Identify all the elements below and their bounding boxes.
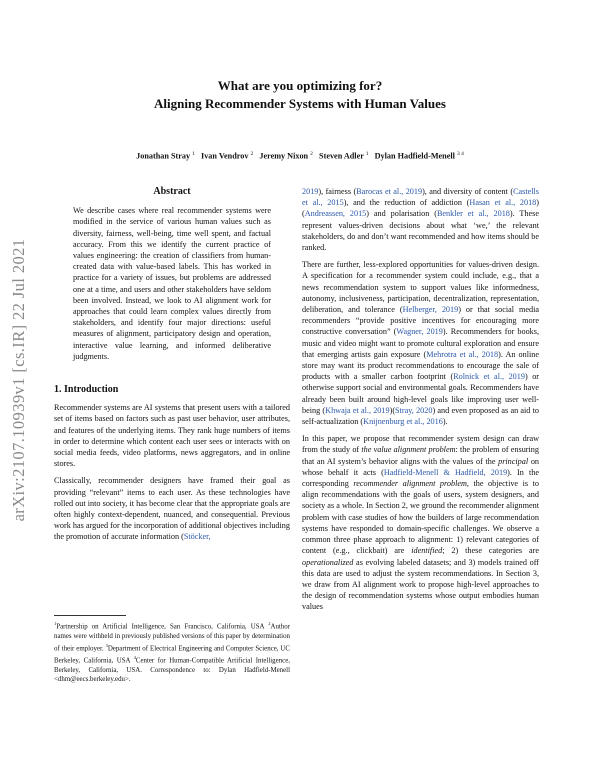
title-line-2: Aligning Recommender Systems with Human Values	[154, 96, 446, 111]
author-affiliation: 3 4	[456, 151, 464, 157]
citation-link[interactable]: Benkler et al., 2018	[436, 209, 510, 219]
footnote-marker: 4	[133, 655, 136, 661]
emphasis-text: the value alignment problem	[361, 445, 456, 455]
citation-link[interactable]: Andreassen, 2015	[304, 209, 367, 219]
paragraph-text: ). In the corresponding	[302, 467, 539, 489]
footnote-text: Center for Human-Compatible Artificial Intelligence, Berkeley, California, USA. Correspondence to: Dylan Hadfield-Menell <dhm@eecs.berkeley.edu>.	[54, 657, 290, 683]
right-paragraph-2	[302, 259, 539, 427]
citation-link[interactable]: Stray, 2020	[395, 405, 433, 415]
right-paragraph-3	[302, 433, 539, 612]
citation-link[interactable]: Khwaja et al., 2019	[325, 405, 390, 415]
paragraph-text: : the problem of ensuring that an AI system’s behavior aligns with the values of the	[302, 445, 539, 466]
right-column	[302, 186, 539, 619]
paragraph-text: ) or that social media recommenders “provide positive incentives for encouraging more constructive conversation” (	[302, 305, 539, 337]
paragraph-text: There are further, less-explored opportunities for values-driven design. A specification for a recommender system could include, e.g., that a news recommendation system to support values like informedness, autonomy, inclusiveness, participation, decentralization, representation, deliberation, and tolerance (	[302, 260, 539, 315]
citation-link[interactable]: Hasan et al., 2018	[469, 198, 537, 208]
citation-link[interactable]: Hadfield-Menell & Hadfield, 2019	[383, 467, 508, 477]
paragraph-text: )(	[389, 405, 396, 415]
author-affiliation: 1	[192, 151, 195, 157]
citation-link[interactable]: Stöcker,	[183, 532, 211, 542]
citation-link[interactable]: Rolnick et al., 2019	[453, 372, 525, 382]
citation-link[interactable]: Knijnenburg et al., 2016	[363, 417, 443, 427]
intro-paragraph-2	[54, 475, 290, 542]
left-column	[54, 186, 290, 549]
emphasis-text: principal	[498, 456, 529, 466]
paragraph-text: ), and the reduction of addiction (	[343, 198, 470, 208]
right-paragraph-1	[302, 186, 539, 253]
footnote-marker: 2	[268, 621, 271, 626]
footnote-marker: 1	[54, 621, 57, 626]
paragraph-text: on whose behalf it acts (	[302, 456, 539, 477]
paragraph-text: ). An online store may want its product recommendations to encourage the sale of products with a smaller carbon footprint (	[302, 349, 539, 382]
paper-title	[0, 77, 600, 113]
author-affiliation: 2	[250, 151, 254, 157]
paragraph-text: ). These represent values-driven decisions about what ‘we,’ the relevant stakeholders, do and don’t want recommended and how items should be ranked.	[302, 209, 539, 253]
intro-heading: 1. Introduction	[54, 384, 119, 396]
paragraph-text: ) and even proposed as an aid to self-actualization (	[302, 405, 539, 427]
intro-paragraph-1: Recommender systems are AI systems that present users with a tailored set of items based on factors such as past user behavior, user attributes, and features of the underlying items. They rank huge numbers of items in order to determine which content each user sees or interacts with on social media feeds, video platforms, news aggregators, and in online stores.	[54, 403, 290, 469]
citation-link[interactable]: Wagner, 2019	[396, 327, 443, 337]
paragraph-text: ; 2) these categories are	[442, 546, 539, 556]
paragraph-text: ).	[442, 417, 448, 427]
author: Jonathan Stray	[136, 151, 191, 161]
paragraph-text: ), fairness (	[318, 187, 357, 196]
arxiv-stamp: arXiv:2107.10939v1 [cs.IR] 22 Jul 2021	[9, 238, 28, 522]
citation-link[interactable]: Mehrotra et al., 2018	[426, 349, 499, 359]
paragraph-text: , the objective is to align recommendations with the goals of users, system designers, and society as a whole. In Section 2, we ground the recommender alignment problem with case studies of how the builders of large recommendation systems have responded to domain-specific challenges. We observe a common three phase approach to alignment: 1) relevant categories of content (e.g., clickbait) are	[302, 479, 539, 556]
paragraph-text: ) or otherwise support social and environmental goals. Recommenders have already been built around high-level goals like improving user well-being (	[302, 372, 540, 415]
title-line-1: What are you optimizing for?	[217, 78, 383, 93]
paragraph-text: ), and diversity of content (	[422, 187, 514, 196]
author: Dylan Hadfield-Menell	[374, 151, 455, 161]
citation-link[interactable]: Barocas et al., 2019	[356, 187, 423, 196]
footnote-text: Department of Electrical Engineering and Computer Science, UC Berkeley, California, USA	[54, 645, 291, 665]
footnote-marker: 3	[105, 642, 108, 648]
emphasis-text: operationalized	[302, 557, 354, 567]
citation-link[interactable]: Castells et al., 2015	[302, 187, 539, 208]
author-affiliation: 1	[365, 151, 369, 157]
abstract-heading: Abstract	[153, 186, 191, 197]
paragraph-text: ). Recommenders for books, music and video might want to promote cultural exploration and ensure that emerging artists gain exposure (	[302, 327, 539, 359]
paragraph-text: Classically, recommender designers have framed their goal as providing “relevant” items to each user. As these technologies have rolled out into society, it has become clear that the appropriate goals are often highly context-dependent, nuanced, and consequential. Previous work has argued for the incorporation of additional objectives including the promotion of accurate information (	[54, 476, 290, 542]
abstract-text: We describe cases where real recommender systems were modified in the service of various human values such as diversity, fairness, well-being, time well spent, and factual accuracy. From this we identify the current practice of values engineering: the creation of classifiers from human-created data with value-based labels. This has worked in practice for a variety of issues, but problems are addressed one at a time, and users and other stakeholders have seldom been involved. Instead, we look to AI alignment work for approaches that could learn complex values directly from stakeholders, and identify four major directions: useful measures of alignment, participatory design and operation, interactive value learning, and informed deliberative judgments.	[73, 206, 271, 361]
footnote-text: Author names were withheld in previously published versions of this paper by determination of their employer.	[54, 623, 290, 652]
paragraph-text: In this paper, we propose that recommender system design can draw from the study of	[302, 434, 539, 455]
paragraph-text: as evolving labeled datasets; and 3) models trained off this data are used to adjust the system recommendations. In Section 3, we draw from AI alignment work to propose high-level approaches to the design of recommendation systems whose output embodies human values	[302, 557, 539, 612]
footnote-rule	[54, 615, 126, 616]
citation-link[interactable]: Helberger, 2019	[402, 305, 459, 315]
paragraph-text: ) and polarisation (	[366, 209, 437, 219]
emphasis-text: identified	[411, 546, 443, 556]
author: Ivan Vendrov	[201, 151, 249, 161]
paragraph-text: )(	[302, 198, 539, 219]
author-list	[0, 151, 600, 161]
emphasis-text: recommender alignment problem	[353, 479, 467, 489]
footnote	[54, 615, 290, 684]
author: Jeremy Nixon	[259, 151, 309, 161]
citation-link[interactable]: 2019	[302, 187, 319, 196]
author: Steven Adler	[319, 151, 364, 161]
footnote-text: Partnership on Artificial Intelligence, San Francisco, California, USA	[56, 623, 269, 631]
author-affiliation: 2	[310, 151, 313, 157]
